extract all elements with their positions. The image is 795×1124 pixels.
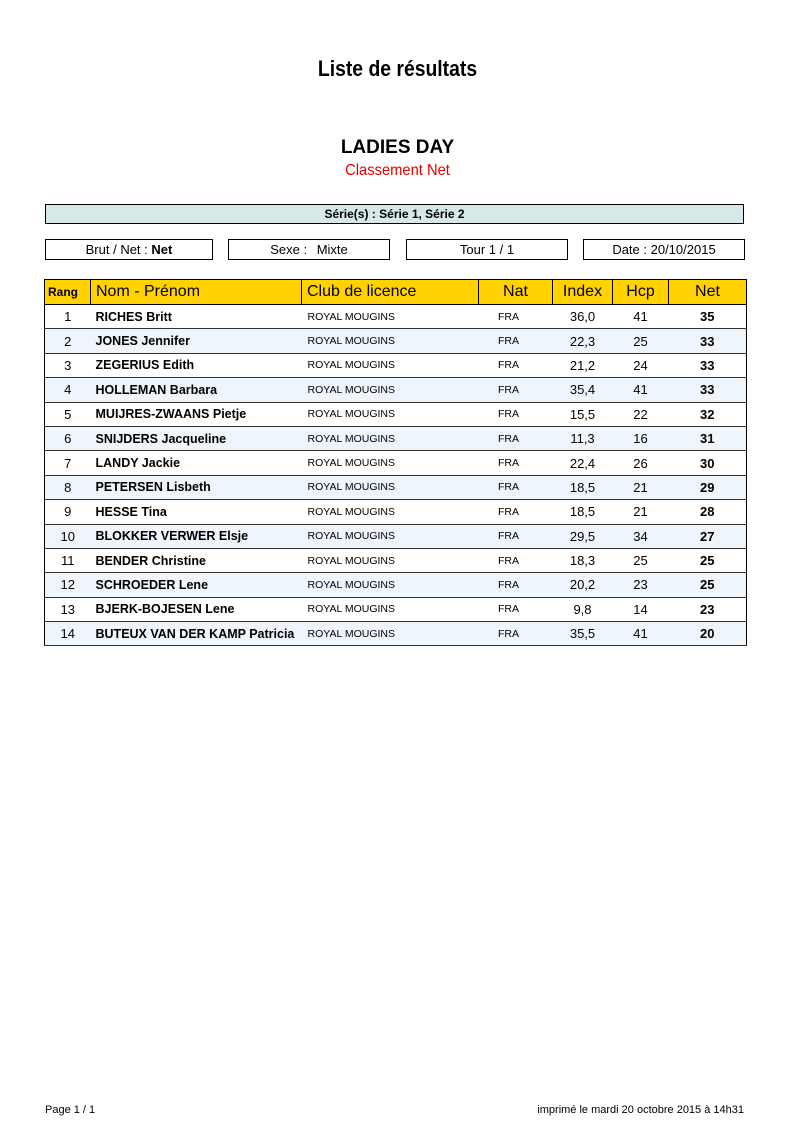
- cell-net: 29: [669, 475, 747, 499]
- cell-hcp: 16: [613, 426, 669, 450]
- cell-rang: 10: [45, 524, 91, 548]
- cell-nom: PETERSEN Lisbeth: [91, 475, 302, 499]
- table-row: [45, 426, 747, 450]
- cell-rang: 11: [45, 548, 91, 572]
- cell-nom: JONES Jennifer: [91, 329, 302, 353]
- cell-hcp: 25: [613, 329, 669, 353]
- date-box: [583, 239, 745, 260]
- cell-club: ROYAL MOUGINS: [302, 500, 479, 524]
- cell-nom: HOLLEMAN Barbara: [91, 378, 302, 402]
- cell-net: 33: [669, 353, 747, 377]
- cell-nom: ZEGERIUS Edith: [91, 353, 302, 377]
- cell-net: 23: [669, 597, 747, 621]
- cell-club: ROYAL MOUGINS: [302, 402, 479, 426]
- cell-rang: 14: [45, 622, 91, 646]
- header-club: Club de licence: [302, 280, 479, 305]
- ranking-type: Classement Net: [345, 162, 450, 179]
- cell-nom: MUIJRES-ZWAANS Pietje: [91, 402, 302, 426]
- cell-club: ROYAL MOUGINS: [302, 305, 479, 329]
- cell-nat: FRA: [479, 426, 553, 450]
- cell-net: 33: [669, 378, 747, 402]
- cell-index: 15,5: [553, 402, 613, 426]
- cell-nom: RICHES Britt: [91, 305, 302, 329]
- date-value: Date : 20/10/2015: [612, 242, 716, 257]
- cell-club: ROYAL MOUGINS: [302, 426, 479, 450]
- cell-nat: FRA: [479, 475, 553, 499]
- cell-net: 33: [669, 329, 747, 353]
- cell-club: ROYAL MOUGINS: [302, 573, 479, 597]
- table-row: [45, 622, 747, 646]
- table-row: [45, 305, 747, 329]
- table-row: [45, 378, 747, 402]
- cell-nom: BENDER Christine: [91, 548, 302, 572]
- series-bar: Série(s) : Série 1, Série 2: [45, 204, 744, 224]
- header-nat: Nat: [479, 280, 553, 305]
- cell-rang: 2: [45, 329, 91, 353]
- table-row: [45, 402, 747, 426]
- header-index: Index: [553, 280, 613, 305]
- table-row: [45, 524, 747, 548]
- cell-index: 11,3: [553, 426, 613, 450]
- cell-index: 21,2: [553, 353, 613, 377]
- cell-index: 36,0: [553, 305, 613, 329]
- sexe-value: Mixte: [316, 242, 348, 257]
- cell-rang: 12: [45, 573, 91, 597]
- header-rang: Rang: [45, 280, 91, 305]
- cell-nom: HESSE Tina: [91, 500, 302, 524]
- cell-net: 28: [669, 500, 747, 524]
- results-table: [44, 279, 747, 646]
- page-number: Page 1 / 1: [45, 1104, 96, 1116]
- cell-club: ROYAL MOUGINS: [302, 524, 479, 548]
- cell-nat: FRA: [479, 548, 553, 572]
- table-row: [45, 451, 747, 475]
- cell-hcp: 41: [613, 305, 669, 329]
- cell-rang: 6: [45, 426, 91, 450]
- cell-rang: 4: [45, 378, 91, 402]
- cell-nom: SNIJDERS Jacqueline: [91, 426, 302, 450]
- cell-nat: FRA: [479, 378, 553, 402]
- header-nom: Nom - Prénom: [91, 280, 302, 305]
- cell-rang: 1: [45, 305, 91, 329]
- cell-nom: SCHROEDER Lene: [91, 573, 302, 597]
- cell-hcp: 34: [613, 524, 669, 548]
- cell-hcp: 21: [613, 475, 669, 499]
- cell-club: ROYAL MOUGINS: [302, 329, 479, 353]
- table-row: [45, 548, 747, 572]
- cell-nat: FRA: [479, 305, 553, 329]
- cell-index: 29,5: [553, 524, 613, 548]
- cell-hcp: 26: [613, 451, 669, 475]
- cell-index: 20,2: [553, 573, 613, 597]
- cell-index: 35,4: [553, 378, 613, 402]
- cell-rang: 3: [45, 353, 91, 377]
- cell-nat: FRA: [479, 597, 553, 621]
- table-header-row: [45, 280, 747, 305]
- table-row: [45, 475, 747, 499]
- tour-box: [406, 239, 568, 260]
- cell-net: 31: [669, 426, 747, 450]
- brut-net-label: Brut / Net :: [85, 242, 148, 257]
- table-row: [45, 597, 747, 621]
- cell-club: ROYAL MOUGINS: [302, 451, 479, 475]
- cell-rang: 5: [45, 402, 91, 426]
- cell-club: ROYAL MOUGINS: [302, 548, 479, 572]
- cell-hcp: 23: [613, 573, 669, 597]
- header-net: Net: [669, 280, 747, 305]
- cell-nom: BJERK-BOJESEN Lene: [91, 597, 302, 621]
- event-name: LADIES DAY: [340, 137, 455, 158]
- cell-hcp: 41: [613, 378, 669, 402]
- cell-hcp: 22: [613, 402, 669, 426]
- header-hcp: Hcp: [613, 280, 669, 305]
- cell-club: ROYAL MOUGINS: [302, 597, 479, 621]
- cell-hcp: 21: [613, 500, 669, 524]
- sexe-label: Sexe :: [270, 242, 308, 257]
- cell-club: ROYAL MOUGINS: [302, 378, 479, 402]
- cell-net: 25: [669, 573, 747, 597]
- cell-hcp: 14: [613, 597, 669, 621]
- cell-nat: FRA: [479, 402, 553, 426]
- cell-index: 22,4: [553, 451, 613, 475]
- cell-net: 20: [669, 622, 747, 646]
- cell-index: 18,3: [553, 548, 613, 572]
- cell-nat: FRA: [479, 451, 553, 475]
- cell-nat: FRA: [479, 500, 553, 524]
- cell-hcp: 24: [613, 353, 669, 377]
- cell-nat: FRA: [479, 573, 553, 597]
- cell-index: 9,8: [553, 597, 613, 621]
- cell-net: 25: [669, 548, 747, 572]
- cell-rang: 9: [45, 500, 91, 524]
- cell-hcp: 41: [613, 622, 669, 646]
- brut-net-box: [45, 239, 213, 260]
- cell-net: 32: [669, 402, 747, 426]
- table-row: [45, 573, 747, 597]
- cell-rang: 13: [45, 597, 91, 621]
- cell-nat: FRA: [479, 524, 553, 548]
- cell-rang: 8: [45, 475, 91, 499]
- cell-rang: 7: [45, 451, 91, 475]
- print-date: imprimé le mardi 20 octobre 2015 à 14h31: [537, 1104, 744, 1116]
- cell-nom: LANDY Jackie: [91, 451, 302, 475]
- cell-nat: FRA: [479, 353, 553, 377]
- cell-club: ROYAL MOUGINS: [302, 475, 479, 499]
- tour-value: Tour 1 / 1: [459, 242, 515, 257]
- table-row: [45, 329, 747, 353]
- table-row: [45, 500, 747, 524]
- cell-net: 35: [669, 305, 747, 329]
- cell-nom: BUTEUX VAN DER KAMP Patricia: [91, 622, 302, 646]
- table-row: [45, 353, 747, 377]
- cell-net: 27: [669, 524, 747, 548]
- cell-net: 30: [669, 451, 747, 475]
- cell-index: 18,5: [553, 500, 613, 524]
- brut-net-value: Net: [151, 242, 173, 257]
- cell-club: ROYAL MOUGINS: [302, 353, 479, 377]
- cell-nom: BLOKKER VERWER Elsje: [91, 524, 302, 548]
- sexe-box: [228, 239, 390, 260]
- cell-hcp: 25: [613, 548, 669, 572]
- cell-index: 22,3: [553, 329, 613, 353]
- cell-index: 18,5: [553, 475, 613, 499]
- cell-club: ROYAL MOUGINS: [302, 622, 479, 646]
- cell-nat: FRA: [479, 329, 553, 353]
- cell-nat: FRA: [479, 622, 553, 646]
- cell-index: 35,5: [553, 622, 613, 646]
- document-title: Liste de résultats: [317, 56, 478, 81]
